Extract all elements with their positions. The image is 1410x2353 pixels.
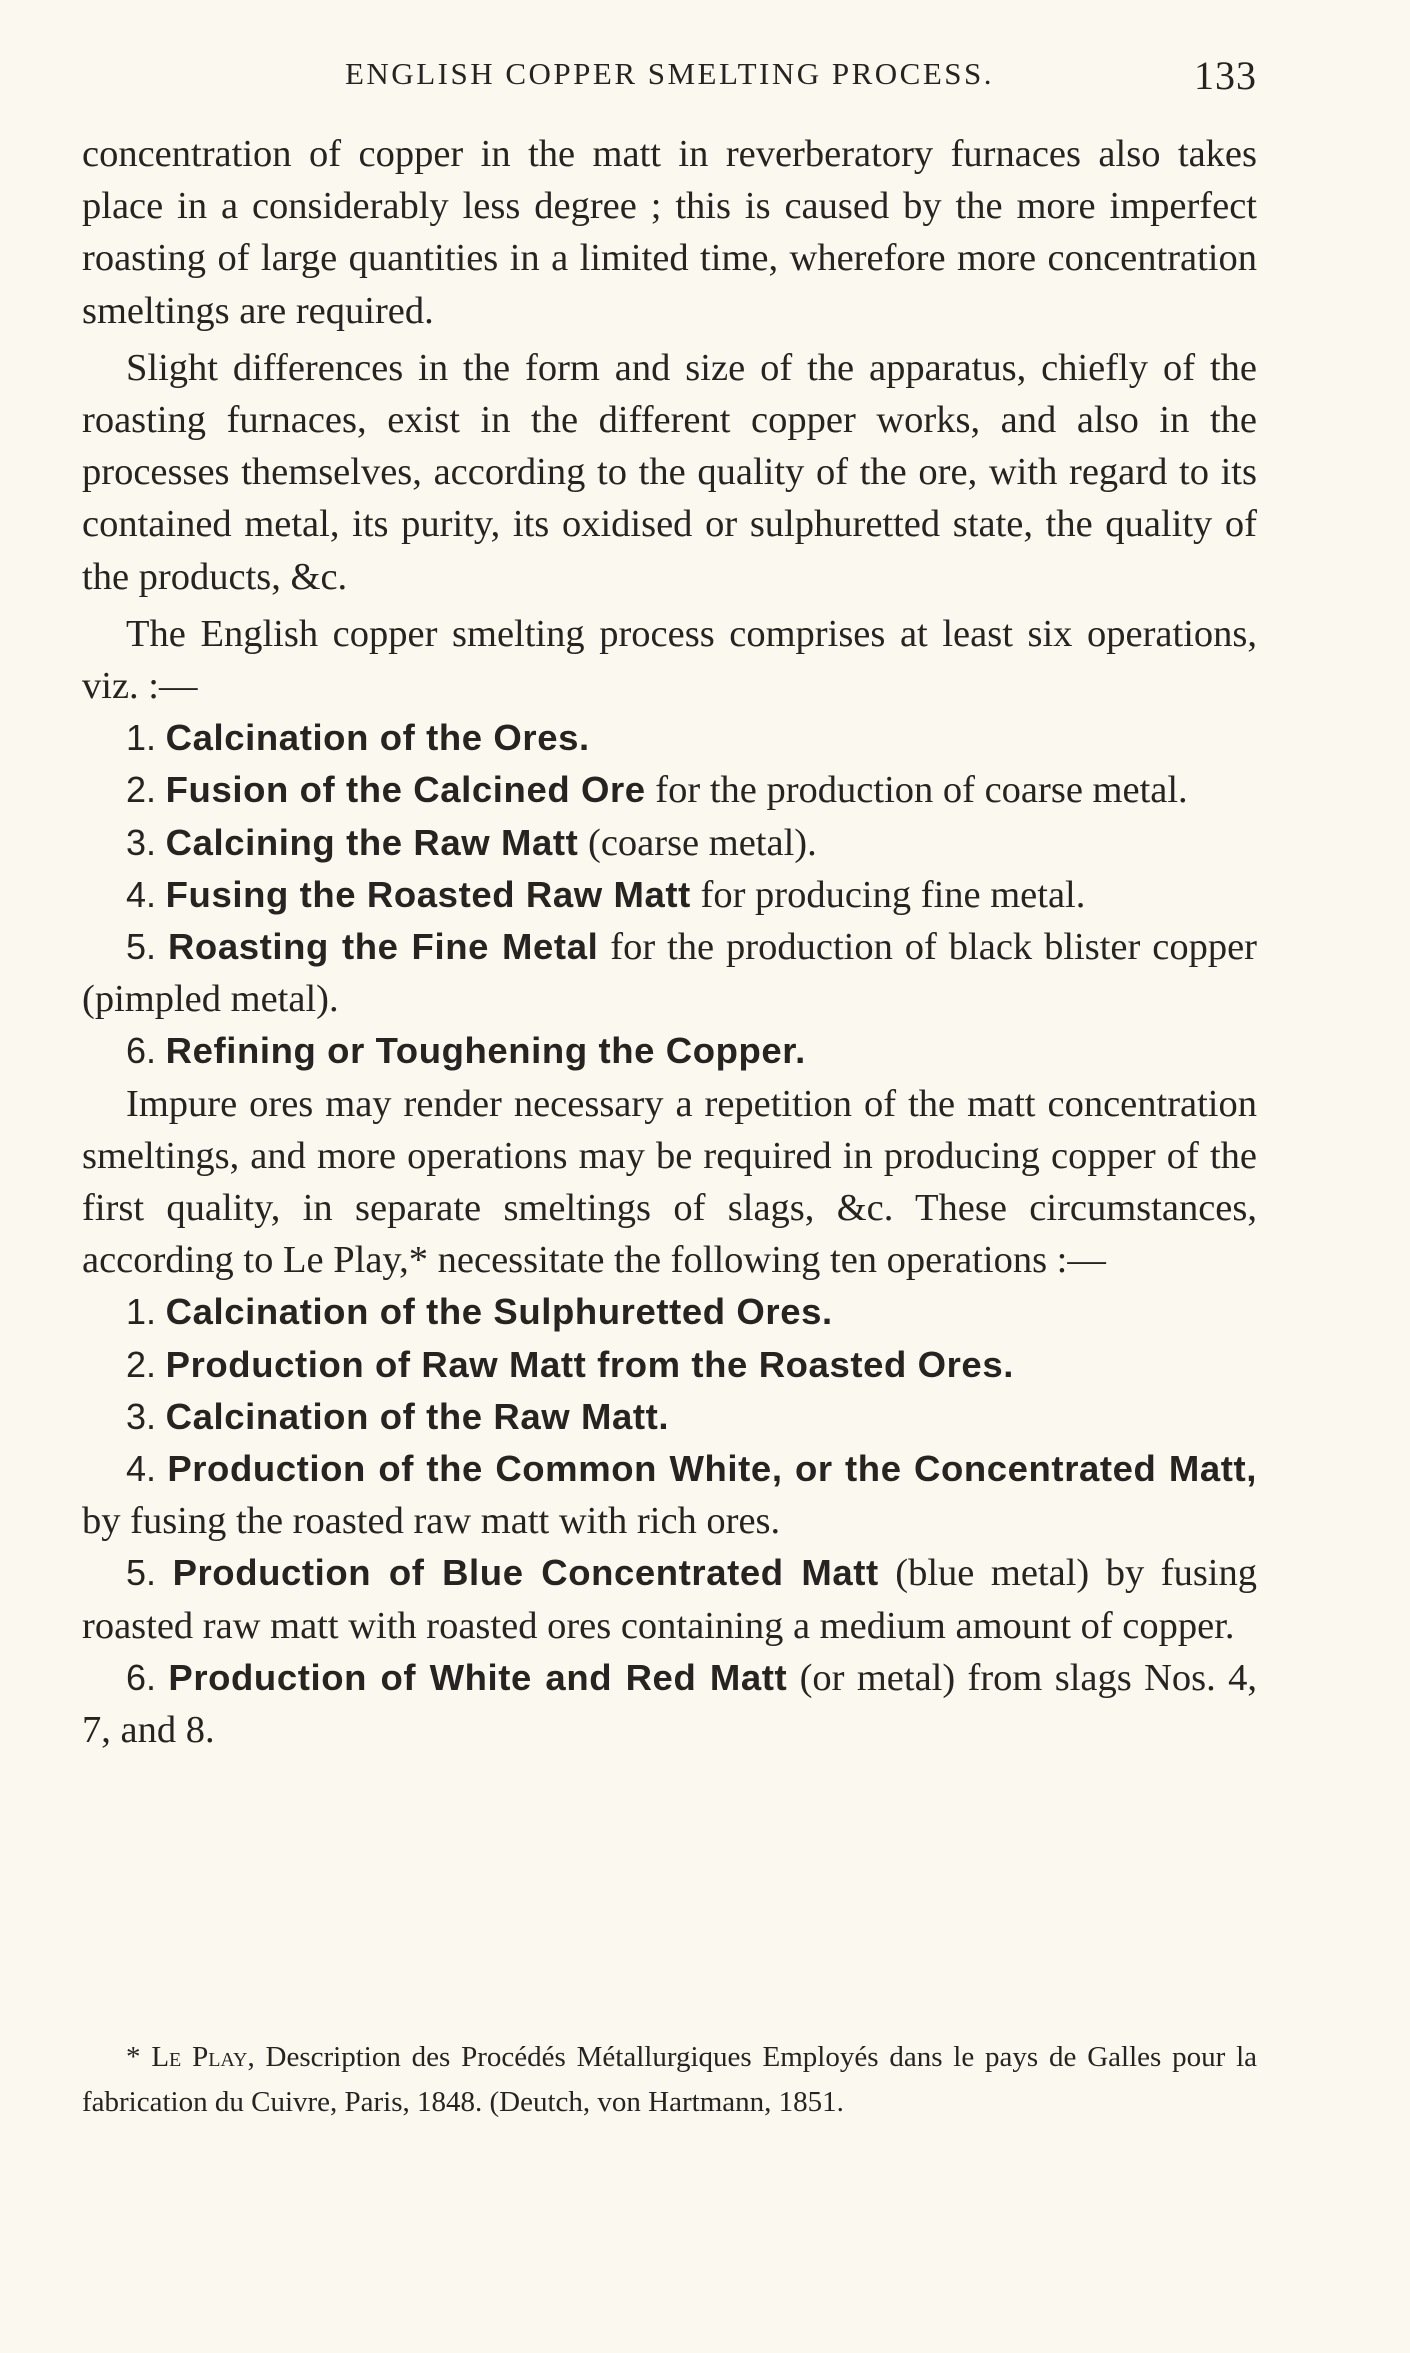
item-number: 4. [126,873,157,915]
item-number: 5. [126,926,157,968]
body-text [82,128,1257,1756]
item-text: for the production of black blister copper (pimpled metal). [82,926,1258,1021]
item-text: by fusing the roasted raw matt with rich ores. [82,1500,781,1543]
item-title: Fusion of the Calcined Ore [165,769,646,811]
footnote-author: Le Play [151,2041,248,2073]
item-title: Roasting the Fine Metal [167,926,599,968]
item-title: Calcination of the Ores. [165,717,590,759]
operations-list-six [82,712,1257,1077]
item-number: 4. [126,1448,157,1490]
list-item [82,1339,1257,1391]
item-text: for producing fine metal. [690,873,1086,916]
item-title: Fusing the Roasted Raw Matt [165,873,691,915]
item-number: 2. [126,769,157,811]
item-text: (coarse metal). [578,821,817,864]
paragraph: Impure ores may render necessary a repetition of the matt concentration smeltings, and more operations may be required in producing copper of the first quality, in separate smeltings of slags, &c. These circumstances, according to Le Play,* necessitate the following ten operations :— [82,1082,1257,1282]
list-item [82,1286,1257,1338]
item-title: Production of Raw Matt from the Roasted Ores. [165,1343,1014,1385]
item-title: Refining or Toughening the Copper. [165,1030,806,1072]
list-item [82,1391,1257,1443]
item-title: Calcining the Raw Matt [165,821,579,863]
item-number: 6. [126,1030,157,1072]
list-item [82,1025,1257,1077]
item-title: Production of the Common White, or the Concentrated Matt, [167,1448,1257,1490]
footnote-text: , Description des Procédés Métallurgiques Employés dans le pays de Galles pour la fabrication du Cuivre, Paris, 1848. (Deutch, von Hartmann, 1851. [82,2041,1258,2118]
item-number: 3. [126,821,157,863]
page-header [82,52,1257,102]
item-title: Calcination of the Raw Matt. [165,1395,670,1437]
page-number: 133 [1194,53,1257,98]
item-number: 6. [126,1656,157,1698]
list-item [82,869,1257,921]
item-text: (blue metal) by fusing roasted raw matt with roasted ores containing a medium amount of copper. [82,1552,1257,1647]
list-item [82,921,1257,1025]
item-number: 1. [126,1291,157,1333]
paragraph: Slight differences in the form and size of the apparatus, chiefly of the roasting furnaces, exist in the different copper works, and also in the processes themselves, according to the quality of the ore, with regard to its contained metal, its purity, its oxidised or sulphuretted state, the quality of the products, &c. [82,346,1257,598]
running-title: ENGLISH COPPER SMELTING PROCESS. [344,56,995,91]
item-title: Calcination of the Sulphuretted Ores. [165,1291,833,1333]
item-number: 1. [126,717,157,759]
list-item [82,1547,1257,1651]
item-number: 2. [126,1343,157,1385]
item-text: (or metal) from slags Nos. 4, 7, and 8. [82,1656,1257,1752]
item-number: 5. [126,1552,157,1594]
footnote [82,2035,1257,2125]
list-item [82,1652,1257,1756]
list-item [82,764,1257,816]
list-item [82,1443,1257,1547]
paragraph: The English copper smelting process comprises at least six operations, viz. :— [82,612,1257,708]
footnote-marker: * [126,2041,141,2073]
list-item [82,712,1257,764]
item-number: 3. [126,1395,157,1437]
operations-list-ten [82,1286,1257,1756]
list-item [82,817,1257,869]
paragraph: concentration of copper in the matt in reverberatory furnaces also takes place in a considerably less degree ; this is caused by the more imperfect roasting of large quantities in a limited time, wherefore more concentration smeltings are required. [82,133,1257,332]
item-title: Production of Blue Concentrated Matt [172,1552,879,1594]
item-title: Production of White and Red Matt [168,1656,788,1698]
item-text: for the production of coarse metal. [645,769,1188,812]
